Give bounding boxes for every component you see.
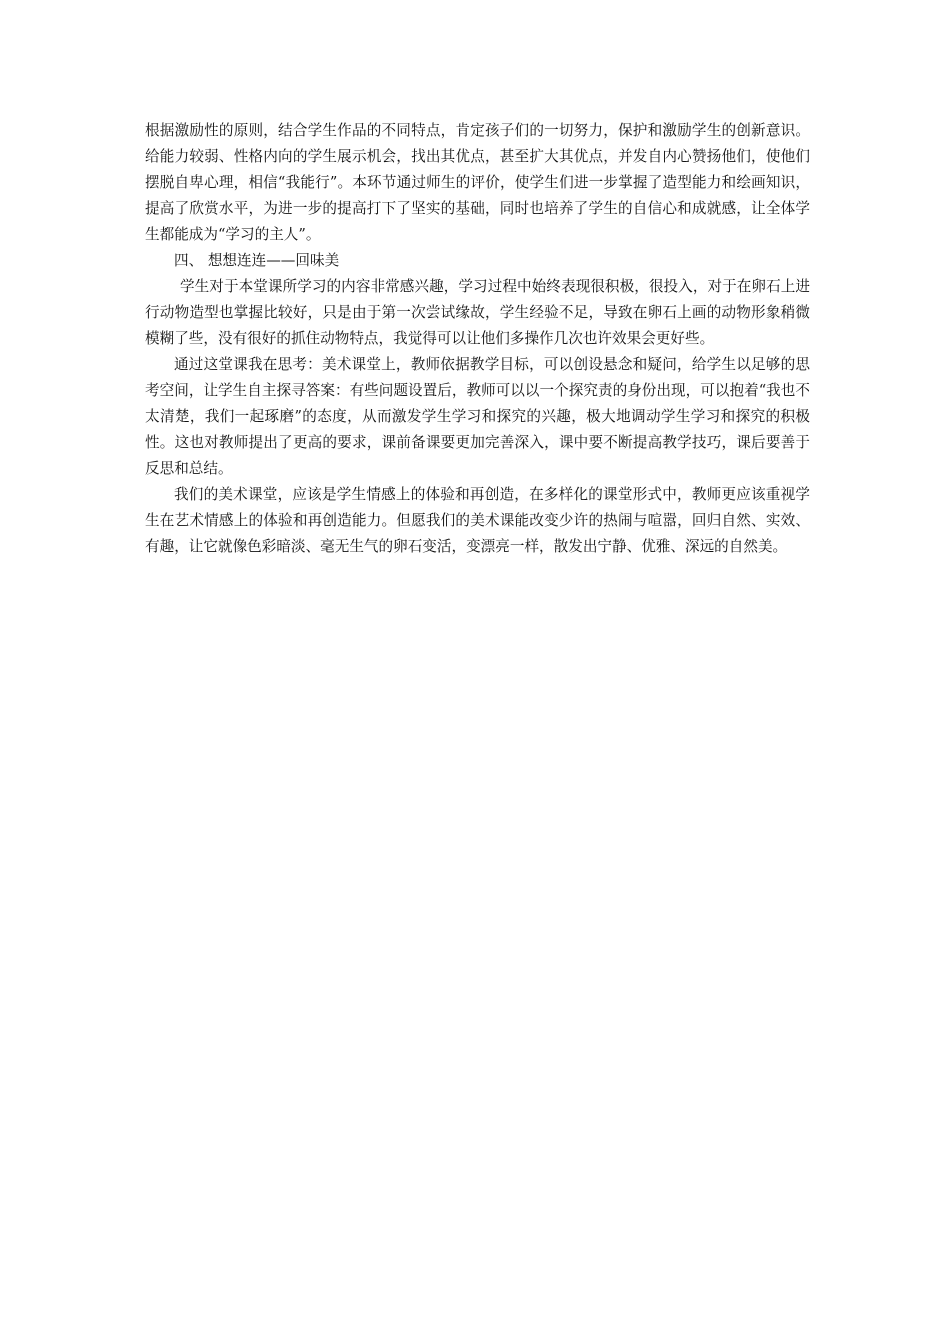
- paragraph-reflection: 学生对于本堂课所学习的内容非常感兴趣，学习过程中始终表现很积极，很投入，对于在卵石上进行动物造型也掌握比较好，只是由于第一次尝试缘故，学生经验不足，导致在卵石上画的动物形象稍微模糊了些，没有很好的抓住动物特点，我觉得可以让他们多操作几次也许效果会更好些。: [145, 278, 810, 347]
- document-body: [145, 118, 810, 560]
- paragraph-thinking: 通过这堂课我在思考：美术课堂上，教师依据教学目标，可以创设悬念和疑问，给学生以足够的思考空间，让学生自主探寻答案：有些问题设置后，教师可以以一个探究责的身份出现，可以抱着“我也不太清楚，我们一起琢磨”的态度，从而激发学生学习和探究的兴趣，极大地调动学生学习和探究的积极性。这也对教师提出了更高的要求，课前备课要更加完善深入，课中要不断提高教学技巧，课后要善于反思和总结。: [145, 356, 810, 477]
- paragraph-conclusion: 我们的美术课堂，应该是学生情感上的体验和再创造，在多样化的课堂形式中，教师更应该重视学生在艺术情感上的体验和再创造能力。但愿我们的美术课能改变少许的热闹与喧嚣，回归自然、实效、有趣，让它就像色彩暗淡、毫无生气的卵石变活，变漂亮一样，散发出宁静、优雅、深远的自然美。: [145, 486, 810, 555]
- section-heading: 四、 想想连连——回味美: [174, 252, 340, 269]
- paragraph-evaluation: 根据激励性的原则，结合学生作品的不同特点，肯定孩子们的一切努力，保护和激励学生的创新意识。给能力较弱、性格内向的学生展示机会，找出其优点，甚至扩大其优点，并发自内心赞扬他们，使他们摆脱自卑心理，相信“我能行”。本环节通过师生的评价，使学生们进一步掌握了造型能力和绘画知识，提高了欣赏水平，为进一步的提高打下了坚实的基础，同时也培养了学生的自信心和成就感，让全体学生都能成为“学习的主人”。: [145, 122, 810, 243]
